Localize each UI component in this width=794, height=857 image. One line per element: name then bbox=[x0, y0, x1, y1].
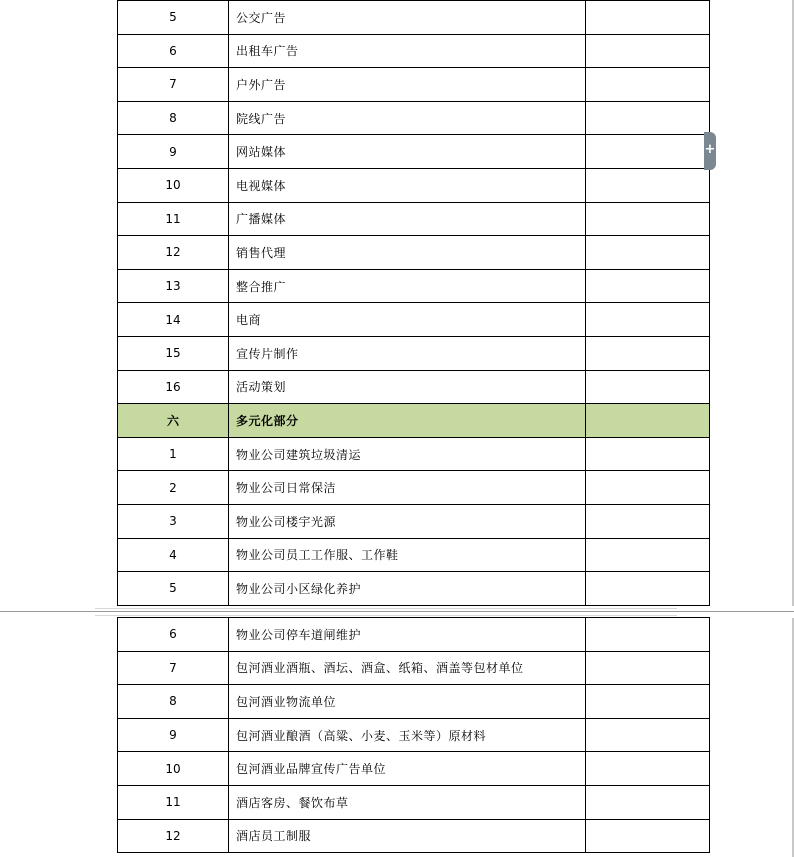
row-remarks bbox=[586, 404, 710, 438]
table-row bbox=[118, 538, 710, 572]
row-remarks bbox=[586, 752, 710, 786]
row-item: 物业公司小区绿化养护 bbox=[229, 572, 586, 606]
row-item: 物业公司楼宇光源 bbox=[229, 504, 586, 538]
row-item: 电视媒体 bbox=[229, 168, 586, 202]
row-number: 7 bbox=[118, 68, 229, 102]
table-row bbox=[118, 168, 710, 202]
row-number: 9 bbox=[118, 135, 229, 169]
page-margin-guide-bottom bbox=[95, 615, 677, 616]
row-item: 物业公司日常保洁 bbox=[229, 471, 586, 505]
row-item: 物业公司停车道闸维护 bbox=[229, 618, 586, 652]
row-number: 15 bbox=[118, 336, 229, 370]
row-item: 电商 bbox=[229, 303, 586, 337]
page-break-line bbox=[0, 611, 794, 612]
row-item: 物业公司建筑垃圾清运 bbox=[229, 437, 586, 471]
table-row bbox=[118, 68, 710, 102]
row-number: 11 bbox=[118, 785, 229, 819]
row-number: 13 bbox=[118, 269, 229, 303]
row-number: 2 bbox=[118, 471, 229, 505]
row-number: 12 bbox=[118, 236, 229, 270]
row-remarks bbox=[586, 303, 710, 337]
row-number: 5 bbox=[118, 1, 229, 35]
row-item: 包河酒业物流单位 bbox=[229, 685, 586, 719]
row-number: 六 bbox=[118, 404, 229, 438]
row-remarks bbox=[586, 819, 710, 853]
table-row bbox=[118, 752, 710, 786]
row-item: 网站媒体 bbox=[229, 135, 586, 169]
table-row bbox=[118, 685, 710, 719]
page-margin-guide-top bbox=[95, 608, 677, 609]
table-row bbox=[118, 1, 710, 35]
row-number: 9 bbox=[118, 718, 229, 752]
table-row bbox=[118, 202, 710, 236]
row-remarks bbox=[586, 471, 710, 505]
plus-icon: + bbox=[704, 142, 716, 157]
table-row bbox=[118, 618, 710, 652]
row-remarks bbox=[586, 370, 710, 404]
row-item: 酒店客房、餐饮布草 bbox=[229, 785, 586, 819]
row-remarks bbox=[586, 718, 710, 752]
row-item: 多元化部分 bbox=[229, 404, 586, 438]
row-item: 院线广告 bbox=[229, 101, 586, 135]
row-remarks bbox=[586, 202, 710, 236]
row-item: 销售代理 bbox=[229, 236, 586, 270]
row-number: 5 bbox=[118, 572, 229, 606]
row-number: 3 bbox=[118, 504, 229, 538]
table-row bbox=[118, 135, 710, 169]
table-row bbox=[118, 101, 710, 135]
item-table-page-1 bbox=[117, 0, 710, 606]
table-row bbox=[118, 785, 710, 819]
row-remarks bbox=[586, 68, 710, 102]
table-row bbox=[118, 651, 710, 685]
row-number: 6 bbox=[118, 34, 229, 68]
row-remarks bbox=[586, 437, 710, 471]
table-row bbox=[118, 572, 710, 606]
section-row bbox=[118, 404, 710, 438]
row-item: 包河酒业酒瓶、酒坛、酒盒、纸箱、酒盖等包材单位 bbox=[229, 651, 586, 685]
row-number: 7 bbox=[118, 651, 229, 685]
table-row bbox=[118, 269, 710, 303]
row-item: 包河酒业酿酒（高粱、小麦、玉米等）原材料 bbox=[229, 718, 586, 752]
row-remarks bbox=[586, 1, 710, 35]
row-number: 10 bbox=[118, 752, 229, 786]
row-number: 16 bbox=[118, 370, 229, 404]
row-item: 公交广告 bbox=[229, 1, 586, 35]
table-row bbox=[118, 718, 710, 752]
row-number: 14 bbox=[118, 303, 229, 337]
row-remarks bbox=[586, 269, 710, 303]
table-row bbox=[118, 504, 710, 538]
table-row bbox=[118, 819, 710, 853]
row-remarks bbox=[586, 572, 710, 606]
row-remarks bbox=[586, 336, 710, 370]
row-item: 包河酒业品牌宣传广告单位 bbox=[229, 752, 586, 786]
table-row bbox=[118, 303, 710, 337]
row-number: 4 bbox=[118, 538, 229, 572]
table-row bbox=[118, 471, 710, 505]
row-remarks bbox=[586, 618, 710, 652]
row-remarks bbox=[586, 135, 710, 169]
row-item: 户外广告 bbox=[229, 68, 586, 102]
row-number: 11 bbox=[118, 202, 229, 236]
table-row bbox=[118, 336, 710, 370]
row-remarks bbox=[586, 785, 710, 819]
row-item: 活动策划 bbox=[229, 370, 586, 404]
row-number: 6 bbox=[118, 618, 229, 652]
row-number: 12 bbox=[118, 819, 229, 853]
row-item: 广播媒体 bbox=[229, 202, 586, 236]
row-remarks bbox=[586, 538, 710, 572]
row-remarks bbox=[586, 685, 710, 719]
table-row bbox=[118, 236, 710, 270]
row-remarks bbox=[586, 504, 710, 538]
row-number: 8 bbox=[118, 101, 229, 135]
row-item: 出租车广告 bbox=[229, 34, 586, 68]
row-item: 物业公司员工工作服、工作鞋 bbox=[229, 538, 586, 572]
row-remarks bbox=[586, 168, 710, 202]
row-item: 宣传片制作 bbox=[229, 336, 586, 370]
row-number: 1 bbox=[118, 437, 229, 471]
table-row bbox=[118, 34, 710, 68]
expand-tab[interactable] bbox=[704, 132, 716, 170]
table-row bbox=[118, 370, 710, 404]
row-item: 整合推广 bbox=[229, 269, 586, 303]
table-row bbox=[118, 437, 710, 471]
row-item: 酒店员工制服 bbox=[229, 819, 586, 853]
row-remarks bbox=[586, 101, 710, 135]
row-remarks bbox=[586, 236, 710, 270]
item-table-page-2 bbox=[117, 617, 710, 853]
row-remarks bbox=[586, 651, 710, 685]
row-number: 10 bbox=[118, 168, 229, 202]
row-remarks bbox=[586, 34, 710, 68]
row-number: 8 bbox=[118, 685, 229, 719]
